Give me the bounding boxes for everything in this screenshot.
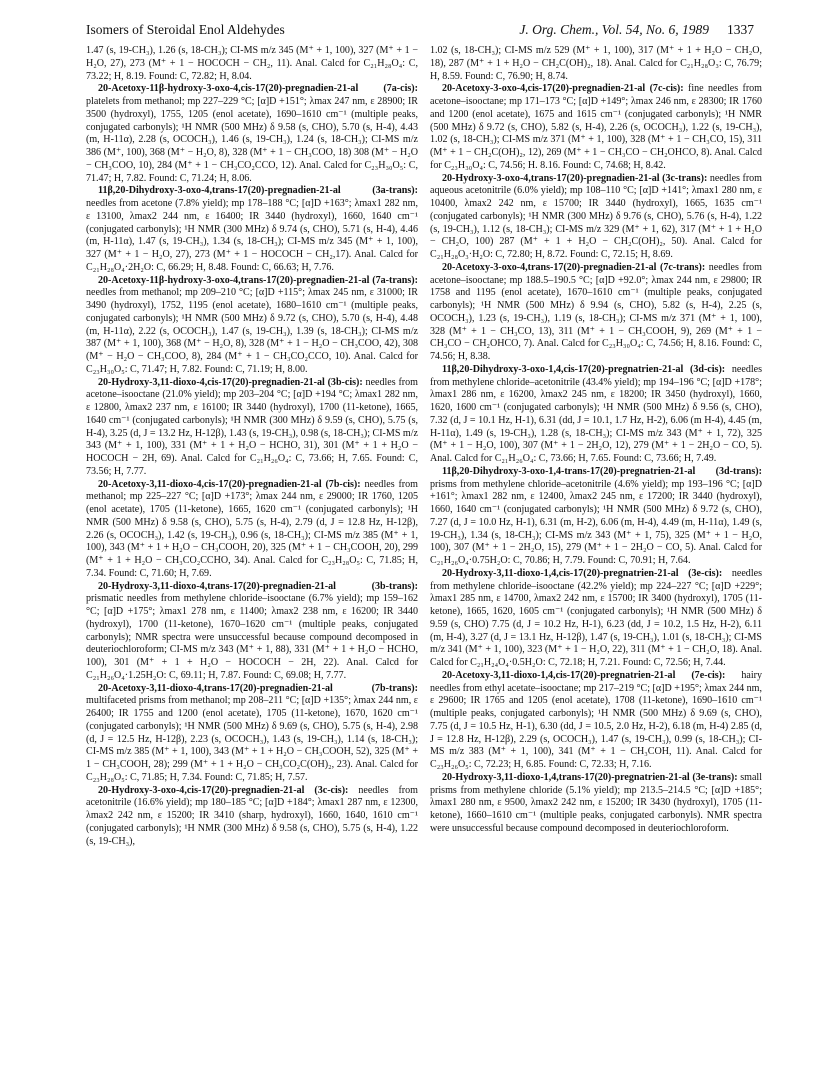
journal-reference: J. Org. Chem., Vol. 54, No. 6, 1989: [519, 22, 709, 37]
compound-data: needles from methanol; mp 225–227 °C; [α]D +173°; λmax 244 nm, ε 29000; IR 1760, 1205 (enol acetate), 1705 (11-ketone), 1665, 1620 cm⁻¹ (conjugated carbonyls); ¹H NMR (500 MHz) δ 9.58 (s, CHO), 5.75 (s, H-4), 2.79 (d, J = 12.8 Hz, H-12β), 2.26 (s, OCOCH₃), 1.42 (s, 19-CH₃), 0.96 (s, 18-CH₃); CI-MS m/z 385 (M⁺ + 1, 100), 343 (M⁺ + 1 + H₂O − CH₃COOH, 20), 325 (M⁺ + 1 − CH₃COOH, 20), 299 (M⁺ + 1 + H₂O − CH₃CO₂CCHO, 34). Anal. Calcd for C₂₃H₂₈O₅: C, 71.85; H, 7.34. Found: C, 71.60; H, 7.69.: [86, 478, 418, 579]
compound-entry: [430, 262, 762, 364]
compound-name: 20-Hydroxy-3-oxo-4,cis-17(20)-pregnadien-21-al (3c-cis):: [98, 784, 349, 796]
compound-data: needles from acetonitrile (16.6% yield); mp 180–185 °C; [α]D +184°; λmax1 287 nm, ε 12300, λmax2 242 nm, ε 15200; IR 3410 (sharp, hydroxyl), 1660, 1640, 1610 cm⁻¹ (conjugated carbonyls); ¹H NMR (300 MHz) δ 9.58 (s, CHO), 5.75 (s, H-4), 1.22 (s, 19-CH₃),: [86, 784, 418, 847]
compound-entry: [86, 185, 418, 274]
compound-data: hairy needles from ethyl acetate–isooctane; mp 217–219 °C; [α]D +195°; λmax 244 nm, ε 29600; IR 1765 and 1205 (enol acetate), 1708 (11-ketone), 1690–1610 cm⁻¹ (multiple peaks, conjugated carbonyls); ¹H NMR (500 MHz) δ 9.69 (s, CHO), 7.75 (d, J = 10.5 Hz, H-1), 6.30 (dd, J = 10.5, 2.0 Hz, H-2), 6.18 (m, H-4) 2.85 (d, J = 12.8 Hz, H-12β), 2.29 (s, OCOCH₃), 1.47 (s, 19-CH₃), 0.99 (s, 18-CH₃); CI-MS m/z 383 (M⁺ + 1, 100), 341 (M⁺ + 1 − CH₃COH, 11). Anal. Calcd for C₂₃H₂₆O₅: C, 72.23; H, 6.85. Found: C, 72.33; H, 7.16.: [430, 669, 762, 770]
compound-entry: [430, 466, 762, 568]
compound-name: 20-Acetoxy-3-oxo-4,cis-17(20)-pregnadien-21-al (7c-cis):: [442, 83, 684, 95]
compound-entry: [430, 173, 762, 262]
compound-entry: [86, 683, 418, 785]
compound-name: 11β,20-Dihydroxy-3-oxo-4,trans-17(20)-pregnadien-21-al (3a-trans):: [98, 185, 418, 197]
compound-data: needles from methylene chloride–isooctane (42.2% yield); mp 224–227 °C; [α]D +229°; λmax1 285 nm, ε 14700, λmax2 242 nm, ε 15700; IR 3400 (hydroxyl), 1705 (11-ketone), 1665, 1620, 1605 cm⁻¹ (conjugated carbonyls); ¹H NMR (500 MHz) δ 9.59 (s, CHO) 7.75 (d, J = 10.2 Hz, H-1), 6.23 (dd, J = 10.2, 1.5 Hz, H-2), 6.11 (m, H-4), 3.27 (d, J = 13.1 Hz, H-12β), 1.47 (s, 19-CH₃), 1.01 (s, 18-CH₃); CI-MS m/z 341 (M⁺ + 1, 100), 323 (M⁺ + 1 − H₂O, 22), 311 (M⁺ + 1 − CH₂O, 18). Anal. Calcd for C₂₁H₂₄O₄·0.5H₂O: C, 72.18; H, 7.21. Found: C, 72.56; H, 7.44.: [430, 567, 762, 668]
running-title: Isomers of Steroidal Enol Aldehydes: [86, 22, 285, 37]
compound-data: needles from acetone (7.8% yield); mp 178–188 °C; [α]D +163°; λmax1 282 nm, ε 13100, λmax2 244 nm, ε 16400; IR 3440 (hydroxyl), 1660, 1640 cm⁻¹ (conjugated carbonyls); ¹H NMR (300 MHz) δ 9.74 (s, CHO), 5.71 (s, H-4), 4.46 (m, H-11α), 1.47 (s, 19-CH₃), 1.34 (s, 18-CH₃); CI-MS m/z 345 (M⁺ + 1, 100), 327 (M⁺ + 1 − H₂O, 27), 273 (M⁺ + 1 − HOCOCH − CH₂,17). Anal. Calcd for C₂₁H₂₈O₄·2H₂O: C, 66.29; H, 8.48. Found: C, 66.63; H, 7.76.: [86, 198, 418, 273]
compound-data: platelets from methanol; mp 227–229 °C; [α]D +151°; λmax 247 nm, ε 28900; IR 3500 (hydroxyl), 1755, 1205 (enol acetate), 1690–1610 cm⁻¹ (multiple peaks, conjugated carbonyls); ¹H NMR (500 MHz) δ 9.58 (s, CHO), 5.70 (s, H-4), 4.43 (m, H-11α), 2.28 (s, OCOCH₃), 1.46 (s, 19-CH₃), 1.24 (s, 18-CH₃); CI-MS m/z 386 (M⁺, 100), 368 (M⁺ − H₂O, 8), 328 (M⁺ + 1 − CH₃COO, 18) 308 (M⁺ − H₂O − CH₃COO, 10), 284 (M⁺ + 1 − CH₃CO₂CCO, 12). Anal. Calcd for C₂₃H₃₀O₅: C, 71.47; H, 7.82. Found: C, 71.24; H, 8.06.: [86, 96, 418, 184]
compound-entry: [430, 364, 762, 466]
page-header: [86, 22, 754, 40]
page-number: 1337: [727, 22, 754, 37]
compound-name: 20-Acetoxy-11β-hydroxy-3-oxo-4,cis-17(20)-pregnadien-21-al (7a-cis):: [98, 83, 418, 95]
compound-data: needles from acetone–isooctane (21.0% yield); mp 203–204 °C; [α]D +194 °C; λmax1 282 nm, ε 12800, λmax2 237 nm, ε 16100; IR 3440 (hydroxyl), 1700 (11-ketone), 1665, 1640 cm⁻¹ (conjugated carbonyls); ¹H NMR (300 MHz) δ 9.59 (s, CHO), 5.75 (s, H-4), 3.25 (d, J = 13.2 Hz, H-12β), 1.43 (s, 19-CH₃), 0.98 (s, 18-CH₃); CI-MS m/z 343 (M⁺ + 1, 100), 331 (M⁺ + 1 + H₂O − HCHO, 31), 301 (M⁺ + 1 + H₂O − HOCOCH − 2H, 69). Anal. Calcd for C₂₁H₂₆O₄: C, 73.66; H, 7.65. Found: C, 73.56; H, 7.77.: [86, 376, 418, 477]
compound-name: 20-Acetoxy-3,11-dioxo-4,cis-17(20)-pregnadien-21-al (7b-cis):: [98, 478, 361, 490]
compound-name: 20-Hydroxy-3-oxo-4,trans-17(20)-pregnadien-21-al (3c-trans):: [442, 172, 708, 184]
compound-data: 1.02 (s, 18-CH₃); CI-MS m/z 529 (M⁺ + 1, 100), 317 (M⁺ + 1 + H₂O − CH₂O, 18), 287 (M⁺ + 1 + H₂O − CH₂C(OH)₂, 18). Anal. Calcd for C₂₁H₂₈O₃: C, 76.79; H, 8.59. Found: C, 76.90; H, 8.74.: [430, 45, 762, 82]
compound-name: 20-Acetoxy-11β-hydroxy-3-oxo-4,trans-17(20)-pregnadien-21-al (7a-trans):: [98, 274, 418, 286]
compound-entry: [430, 772, 762, 836]
journal-citation: [519, 22, 754, 38]
compound-entry: [86, 275, 418, 377]
compound-name: 20-Hydroxy-3,11-dioxo-1,4,trans-17(20)-pregnatrien-21-al (3e-trans):: [442, 771, 738, 783]
compound-data: needles from methylene chloride–acetonitrile (43.4% yield); mp 194–196 °C; [α]D +178°; λmax1 286 nm, ε 16200, λmax2 245 nm, ε 18200; IR 3450 (hydroxyl), 1660, 1620, 1600 cm⁻¹ (conjugated carbonyls); ¹H NMR (500 MHz) δ 9.56 (s, CHO), 7.32 (d, J = 10.1 Hz, H-1), 6.31 (dd, J = 10.1, 1.7 Hz, H-2), 6.06 (m H-4), 4.45 (m, H-11α), 1.49 (s, 19-CH₃), 1.28 (s, 18-CH₃); CI-MS m/z 343 (M⁺ + 1, 72), 325 (M⁺ + 1 − H₂O, 100), 307 (M⁺ + 1 − 2H₂O, 12), 279 (M⁺ + 1 − 2H₂O − CO, 5). Anal. Calcd for C₂₁H₂₆O₄: C, 73.66; H, 7.65. Found: C, 73.66; H, 7.49.: [430, 363, 762, 464]
compound-name: 20-Hydroxy-3,11-dioxo-4,cis-17(20)-pregnadien-21-al (3b-cis):: [98, 376, 363, 388]
compound-entry: [86, 45, 418, 83]
compound-name: 20-Acetoxy-3-oxo-4,trans-17(20)-pregnadien-21-al (7c-trans):: [442, 261, 706, 273]
compound-name: 11β,20-Dihydroxy-3-oxo-1,4,cis-17(20)-pregnatrien-21-al (3d-cis):: [442, 363, 726, 375]
compound-entry: [86, 83, 418, 185]
compound-data: needles from acetone–isooctane; mp 188.5–190.5 °C; [α]D +92.0°; λmax 244 nm, ε 29800; IR 1758 and 1195 (enol acetate), 1670–1610 cm⁻¹ (multiple peaks, conjugated carbonyls); ¹H NMR (500 MHz) δ 9.94 (s, CHO), 5.82 (s, H-4), 2.25 (s, OCOCH₃), 1.23 (s, 19-CH₃), 1.19 (s, 18-CH₃); CI-MS m/z 371 (M⁺ + 1, 100), 328 (M⁺ + 1 − CH₃CO, 13), 311 (M⁺ + 1 − CH₃COOH, 9), 269 (M⁺ + 1 − CH₃CO − CH₂OHCO, 7). Anal. Calcd for C₂₃H₃₀O₄: C, 74.56; H, 8.16. Found: C, 74.56; H, 8.38.: [430, 261, 762, 362]
compound-name: 20-Acetoxy-3,11-dioxo-4,trans-17(20)-pregnadien-21-al (7b-trans):: [98, 682, 418, 694]
compound-data: prisms from methylene chloride–acetonitrile (4.6% yield); mp 193–196 °C; [α]D +161°; λmax1 282 nm, ε 12400, λmax2 245 nm, ε 17200; IR 3440 (hydroxyl), 1660, 1640 cm⁻¹ (conjugated carbonyls); ¹H NMR (500 MHz) δ 9.72 (s, CHO), 7.27 (d, J = 10.0 Hz, H-1), 6.31 (m, H-2), 6.06 (m, H-4), 4.49 (m, H-11α), 1.49 (s, 19-CH₃), 1.34 (s, 18-CH₃); CI-MS m/z 343 (M⁺ + 1, 75), 325 (M⁺ + 1 − H₂O, 100), 307 (M⁺ + 1 − 2H₂O, 15), 279 (M⁺ + 1 − 2H₂O − CO, 5). Anal. Calcd for C₂₁H₂₆O₄·0.75H₂O: C, 70.86; H, 7.79. Found: C, 70.91; H, 7.64.: [430, 478, 762, 566]
compound-data: fine needles from acetone–isooctane; mp 171–173 °C; [α]D +149°; λmax 246 nm, ε 28300; IR 1760 and 1200 (enol acetate), 1675 and 1615 cm⁻¹ (conjugated carbonyls); ¹H NMR (500 MHz) δ 9.72 (s, CHO), 5.82 (s, H-4), 2.26 (s, OCOCH₃), 1.22 (s, 19-CH₃), 1.02 (s, 18-CH₃); CI-MS m/z 371 (M⁺ + 1, 100), 328 (M⁺ + 1 − CH₃CO, 15), 311 (M⁺ + 1 − CH₂C(OH)₂, 12), 269 (M⁺ + 1 − CH₃CO − CH₂OHCO, 8). Anal. Calcd for C₂₃H₃₀O₄: C, 74.56; H. 8.16. Found: C, 74.68; H, 8.42.: [430, 83, 763, 171]
compound-entry: [430, 83, 762, 172]
compound-data: prismatic needles from methylene chloride–isooctane (6.7% yield); mp 159–162 °C; [α]D +175°; λmax1 278 nm, ε 11400; λmax2 238 nm, ε 16200; IR 3440 (hydroxyl), 1700 (11-ketone), 1670–1620 cm⁻¹ (multiple peaks, conjugated carbonyls); NMR spectra were unsuccessful because compound decomposed in deuteriochloroform; CI-MS m/z 343 (M⁺ + 1, 88), 331 (M⁺ + 1 + H₂O − HCHO, 100), 301 (M⁺ + 1 + H₂O − HOCOCH − 2H, 22). Anal. Calcd for C₂₁H₂₆O₄·1.25H₂O: C, 69.11; H, 7.87. Found: C, 69.08; H, 7.77.: [86, 593, 418, 681]
compound-entry: [86, 785, 418, 849]
compound-data: needles from methanol; mp 209–210 °C; [α]D +115°; λmax 245 nm, ε 31000; IR 3490 (hydroxyl), 1752, 1195 (enol acetate), 1680–1610 cm⁻¹ (multiple peaks, conjugated carbonyls); ¹H NMR (500 MHz) δ 9.72 (s, CHO), 5.70 (s, H-4), 4.48 (m, H-11α), 2.22 (s, OCOCH₃), 1.47 (s, 19-CH₃), 1.39 (s, 18-CH₃); CI-MS m/z 387 (M⁺ + 1, 100), 368 (M⁺ − H₂O, 8), 328 (M⁺ + 1 − H₂O − CH₃COO, 42), 308 (M⁺ − H₂O − CH₃COO, 8), 284 (M⁺ + 1 − CH₃CO₂CCO, 10). Anal. Calcd for C₂₃H₃₀O₅: C, 71.47; H, 7.82. Found: C, 71.19; H, 8.00.: [86, 287, 418, 375]
compound-entry: [430, 45, 762, 83]
compound-entry: [86, 479, 418, 581]
compound-data: 1.47 (s, 19-CH₃), 1.26 (s, 18-CH₃); CI-MS m/z 345 (M⁺ + 1, 100), 327 (M⁺ + 1 − H₂O, 27), 273 (M⁺ + 1 − HOCOCH − CH₂, 11). Anal. Calcd for C₂₁H₂₈O₄: C, 73.22; H, 8.19. Found: C, 72.82; H, 8.04.: [86, 45, 418, 82]
right-column: [430, 45, 762, 836]
left-column: [86, 45, 418, 848]
compound-entry: [430, 670, 762, 772]
compound-entry: [86, 581, 418, 683]
compound-name: 20-Hydroxy-3,11-dioxo-4,trans-17(20)-pregnadien-21-al (3b-trans):: [98, 580, 418, 592]
compound-name: 20-Acetoxy-3,11-dioxo-1,4,cis-17(20)-pregnatrien-21-al (7e-cis):: [442, 669, 726, 681]
compound-data: small prisms from methylene chloride (5.1% yield); mp 213.5–214.5 °C; [α]D +185°; λmax1 280 nm, ε 9500, λmax2 242 nm, ε 15200; IR 3430 (hydroxyl), 1705 (11-ketone), 1660–1610 cm⁻¹ (multiple peaks, conjugated carbonyls). NMR spectra were unsuccessful because compound decomposed in deuteriochloroform.: [430, 771, 762, 834]
compound-data: needles from aqueous acetonitrile (6.0% yield); mp 108–110 °C; [α]D +141°; λmax1 280 nm, ε 10400, λmax2 242 nm, ε 15700; IR 3440 (hydroxyl), 1665, 1635 cm⁻¹ (conjugated carbonyls); ¹H NMR (300 MHz) δ 9.76 (s, CHO), 5.76 (s, H-4), 1.22 (s, 19-CH₃), 1.12 (s, 18-CH₃); CI-MS m/z 329 (M⁺ + 1, 62), 317 (M⁺ + 1 + H₂O − CH₂O, 100) 287 (M⁺ + 1 + H₂O − CH₂C(OH)₂, 50). Anal. Calcd for C₂₁H₂₈O₃·H₂O: C, 72.80; H, 8.72. Found: C, 72.15; H, 8.69.: [430, 172, 762, 260]
compound-data: multifaceted prisms from methanol; mp 208–211 °C; [α]D +135°; λmax 244 nm, ε 26400; IR 1755 and 1200 (enol acetate), 1705 (11-ketone), 1670, 1620 cm⁻¹ (conjugated carbonyls); ¹H NMR (500 MHz) δ 9.69 (s, CHO), 5.75 (s, H-4), 2.98 (d, J = 12.5 Hz, H-12β), 2.23 (s, OCOCH₃), 1.43 (s, 19-CH₃), 1.14 (s, 18-CH₃); CI-MS m/z 385 (M⁺ + 1, 100), 343 (M⁺ + 1 + H₂O − CH₃COOH, 52), 325 (M⁺ + 1 − CH₃COOH, 28); 299 (M⁺ + 1 + H₂O − CH₃CO₂C(OH)₂, 23). Anal. Calcd for C₂₃H₂₈O₅: C, 71.85; H, 7.34. Found: C, 71.85; H, 7.57.: [86, 695, 418, 783]
compound-name: 11β,20-Dihydroxy-3-oxo-1,4-trans-17(20)-pregnatrien-21-al (3d-trans):: [442, 465, 762, 477]
compound-entry: [430, 568, 762, 670]
compound-entry: [86, 377, 418, 479]
compound-name: 20-Hydroxy-3,11-dioxo-1,4,cis-17(20)-pregnatrien-21-al (3e-cis):: [442, 567, 723, 579]
